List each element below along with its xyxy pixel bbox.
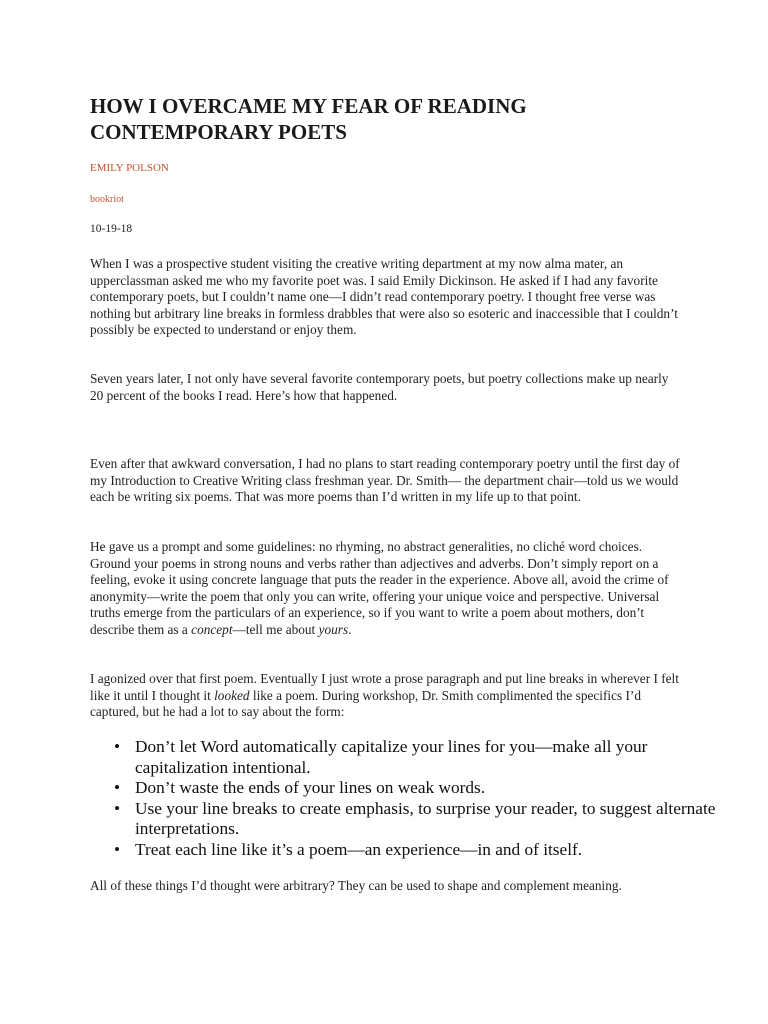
publish-date: 10-19-18: [90, 223, 133, 235]
source-link[interactable]: bookriot: [90, 194, 124, 205]
paragraph-seven-years: Seven years later, I not only have several favorite contemporary poets, but poetry collections make up nearly 20 percent of the books I read. Here’s how that happened.: [90, 371, 669, 403]
emphasis-text: yours: [318, 621, 349, 637]
article-title: HOW I OVERCAME MY FEAR OF READING CONTEMPORARY POETS: [90, 94, 527, 144]
paragraph-text: .: [348, 621, 352, 637]
feedback-list: [90, 737, 725, 860]
paragraph-intro: When I was a prospective student visiting the creative writing department at my now alma mater, an upperclassman asked me who my favorite poet was. I said Emily Dickinson. He asked if I had any favorite contemporary poets, but I couldn’t name one—I didn’t read contemporary poetry. I thought free verse was nothing but arbitrary line breaks in formless drabbles that were also so esoteric and inaccessible that I couldn’t possibly be expected to understand or enjoy them.: [90, 256, 678, 337]
paragraph-text: He gave us a prompt and some guidelines: no rhyming, no abstract generalities, no cliché word choices. Ground your poems in strong nouns and verbs rather than adjectives and adverbs. Don’t simply report on a feeling, evoke it using concrete language that puts the reader in the experience. Above all, avoid the crime of anonymity—write the poem that only you can write, offering your unique voice and perspective. Universal truths emerge from the particulars of an experience, so if you want to write a poem about mothers, don’t describe them as a: [90, 539, 669, 637]
paragraph-conclusion: All of these things I’d thought were arbitrary? They can be used to shape and complement meaning.: [90, 878, 622, 893]
emphasis-text: looked: [214, 687, 250, 703]
paragraph-first-poem: [90, 671, 680, 721]
list-item: • Don’t waste the ends of your lines on weak words.: [135, 778, 725, 799]
paragraph-first-class: Even after that awkward conversation, I had no plans to start reading contemporary poetry until the first day of my Introduction to Creative Writing class freshman year. Dr. Smith— the department chair—told us we would each be writing six poems. That was more poems than I’d written in my life up to that point.: [90, 456, 680, 504]
list-item: • Don’t let Word automatically capitalize your lines for you—make all your capitalization intentional.: [135, 737, 725, 778]
paragraph-text: —tell me about: [232, 621, 319, 637]
paragraph-guidelines: [90, 539, 680, 638]
list-item: • Treat each line like it’s a poem—an experience—in and of itself.: [135, 840, 725, 861]
author-link[interactable]: EMILY POLSON: [90, 162, 169, 174]
paragraph-text: I agonized over that first poem. Eventually I just wrote a prose paragraph and put line breaks in wherever I felt like it until I thought it: [90, 671, 679, 703]
paragraph-text: like a poem. During workshop, Dr. Smith complimented the specifics I’d captured, but he had a lot to say about the form:: [90, 687, 642, 719]
list-item: • Use your line breaks to create emphasis, to surprise your reader, to suggest alternate interpretations.: [135, 799, 725, 840]
emphasis-text: concept: [191, 621, 233, 637]
